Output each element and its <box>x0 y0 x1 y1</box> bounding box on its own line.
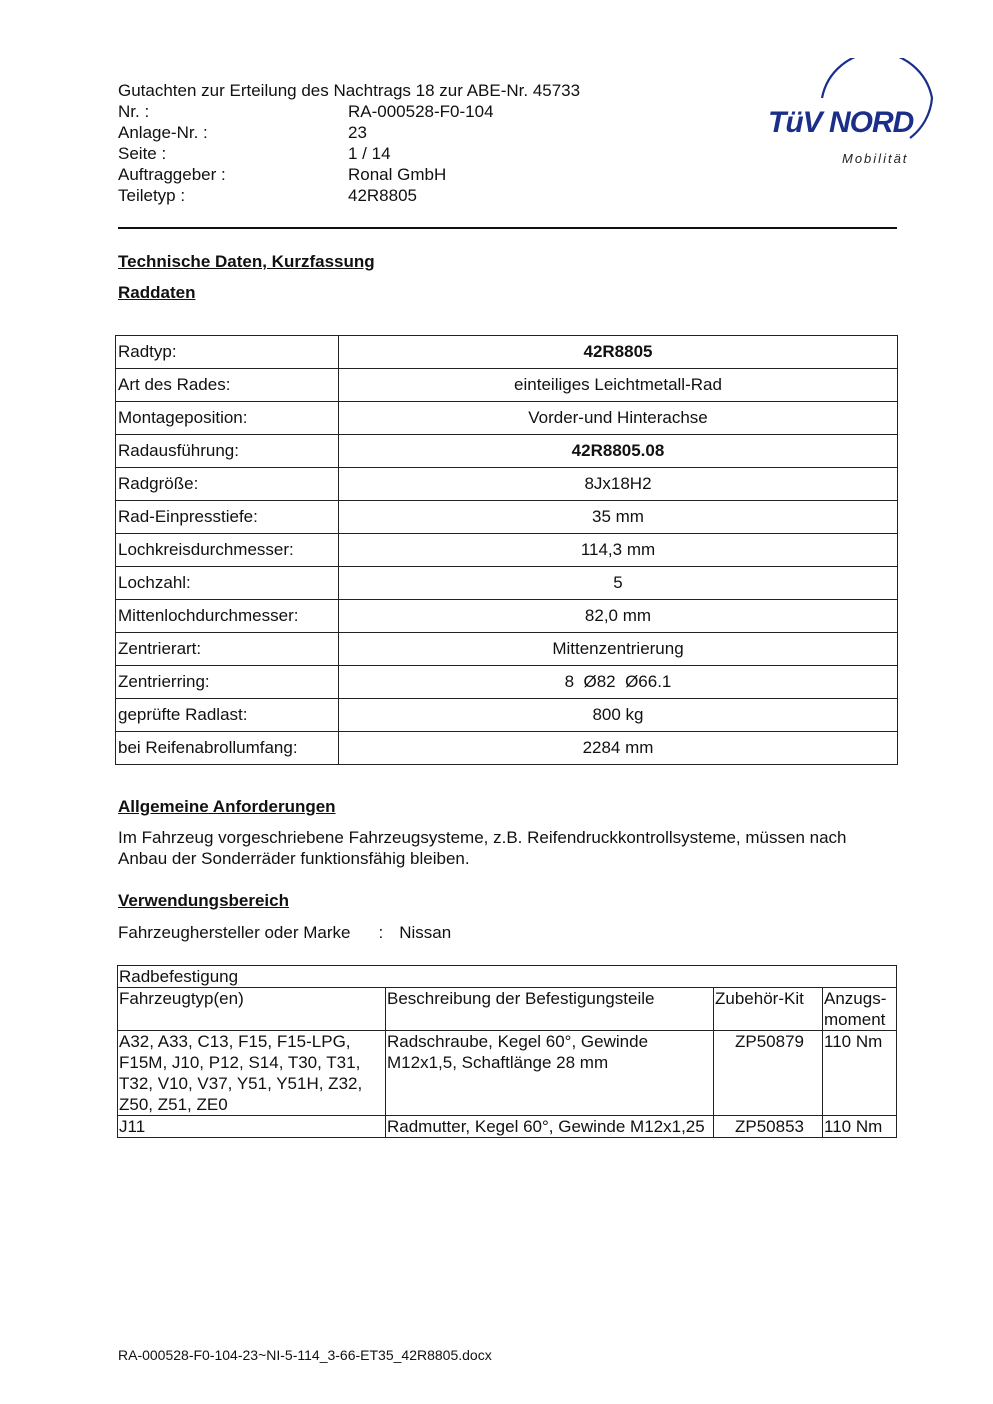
allgemein-paragraph: Im Fahrzeug vorgeschriebene Fahrzeugsysteme, z.B. Reifendruckkontrollsysteme, müssen nach Anbau der Sonderräder funktionsfähig bleiben. <box>118 828 847 868</box>
row-label: Lochzahl: <box>116 567 339 600</box>
row-value: 2284 mm <box>339 732 898 765</box>
column-header: Zubehör-Kit <box>714 988 823 1031</box>
row-label: Radtyp: <box>116 336 339 369</box>
header-value: 23 <box>348 123 367 142</box>
table-row <box>118 1116 897 1138</box>
torque-cell: 110 Nm <box>823 1031 897 1116</box>
table-row <box>116 336 898 369</box>
row-label: Art des Rades: <box>116 369 339 402</box>
section-tech-heading: Technische Daten, Kurzfassung <box>118 252 375 271</box>
document-header <box>118 80 678 206</box>
table-title-row <box>118 966 897 988</box>
row-value: 800 kg <box>339 699 898 732</box>
torque-cell: 110 Nm <box>823 1116 897 1138</box>
header-label: Auftraggeber : <box>118 165 226 184</box>
table-row <box>118 1031 897 1116</box>
header-label: Nr. : <box>118 102 150 121</box>
table-row <box>116 633 898 666</box>
header-value: 1 / 14 <box>348 144 391 163</box>
description-cell: Radschraube, Kegel 60°, Gewinde M12x1,5, Schaftlänge 28 mm <box>386 1031 714 1116</box>
row-label: Lochkreisdurchmesser: <box>116 534 339 567</box>
row-label: Mittenlochdurchmesser: <box>116 600 339 633</box>
vehicle-maker-line <box>118 923 451 943</box>
row-value: 114,3 mm <box>339 534 898 567</box>
table-row <box>116 732 898 765</box>
footer-filename: RA-000528-F0-104-23~NI-5-114_3-66-ET35_42R8805.docx <box>118 1347 492 1363</box>
column-header: Fahrzeugtyp(en) <box>118 988 386 1031</box>
row-value: einteiliges Leichtmetall-Rad <box>339 369 898 402</box>
table-row <box>116 402 898 435</box>
row-value: 8Jx18H2 <box>339 468 898 501</box>
row-label: Radausführung: <box>116 435 339 468</box>
table-header-row <box>118 988 897 1031</box>
header-value: 42R8805 <box>348 186 418 205</box>
description-cell: Radmutter, Kegel 60°, Gewinde M12x1,25 <box>386 1116 714 1138</box>
vehicle-types-cell: J11 <box>118 1116 386 1138</box>
document-title: Gutachten zur Erteilung des Nachtrags 18 zur ABE-Nr. 45733 <box>118 81 581 100</box>
row-value: 5 <box>339 567 898 600</box>
header-label: Anlage-Nr. : <box>118 123 208 142</box>
table-row <box>116 501 898 534</box>
row-value: 8 Ø82 Ø66.1 <box>339 666 898 699</box>
row-value: Vorder-und Hinterachse <box>339 402 898 435</box>
header-row-anlage <box>118 122 678 143</box>
header-value: RA-000528-F0-104 <box>348 102 494 121</box>
header-row-seite <box>118 143 678 164</box>
row-value: 82,0 mm <box>339 600 898 633</box>
befestigung-table <box>117 965 897 1138</box>
header-value: Ronal GmbH <box>348 165 447 184</box>
row-value: 35 mm <box>339 501 898 534</box>
logo-subtitle: Mobilität <box>842 151 909 166</box>
table-title: Radbefestigung <box>118 966 897 988</box>
section-allgemein-heading: Allgemeine Anforderungen <box>118 797 336 816</box>
table-row <box>116 534 898 567</box>
header-label: Teiletyp : <box>118 186 186 205</box>
row-label: Zentrierring: <box>116 666 339 699</box>
row-label: bei Reifenabrollumfang: <box>116 732 339 765</box>
row-value: Mittenzentrierung <box>339 633 898 666</box>
row-label: Rad-Einpresstiefe: <box>116 501 339 534</box>
column-header: Beschreibung der Befestigungsteile <box>386 988 714 1031</box>
maker-colon: : <box>378 923 384 942</box>
header-divider <box>118 227 897 229</box>
table-row <box>116 666 898 699</box>
row-label: Montageposition: <box>116 402 339 435</box>
logo-brand: TüV NORD <box>768 106 914 139</box>
section-raddaten-heading: Raddaten <box>118 283 196 302</box>
vehicle-types-cell: A32, A33, C13, F15, F15-LPG, F15M, J10, P12, S14, T30, T31, T32, V10, V37, Y51, Y51H, Z32, Z50, Z51, ZE0 <box>118 1031 386 1116</box>
header-row-teiletyp <box>118 185 678 206</box>
column-header: Anzugs-moment <box>823 988 897 1031</box>
table-row <box>116 369 898 402</box>
table-row <box>116 567 898 600</box>
row-label: Zentrierart: <box>116 633 339 666</box>
kit-cell: ZP50879 <box>714 1031 823 1116</box>
maker-value: Nissan <box>399 923 452 942</box>
section-verwendung-heading: Verwendungsbereich <box>118 891 289 910</box>
tuv-nord-logo <box>760 58 950 173</box>
table-row <box>116 600 898 633</box>
row-value: 42R8805 <box>339 336 898 369</box>
raddaten-table <box>115 335 898 765</box>
kit-cell: ZP50853 <box>714 1116 823 1138</box>
header-row-auftraggeber <box>118 164 678 185</box>
table-row <box>116 435 898 468</box>
maker-label: Fahrzeughersteller oder Marke <box>118 923 351 942</box>
row-label: Radgröße: <box>116 468 339 501</box>
header-row-nr <box>118 101 678 122</box>
header-label: Seite : <box>118 144 167 163</box>
row-value: 42R8805.08 <box>339 435 898 468</box>
row-label: geprüfte Radlast: <box>116 699 339 732</box>
table-row <box>116 699 898 732</box>
table-row <box>116 468 898 501</box>
